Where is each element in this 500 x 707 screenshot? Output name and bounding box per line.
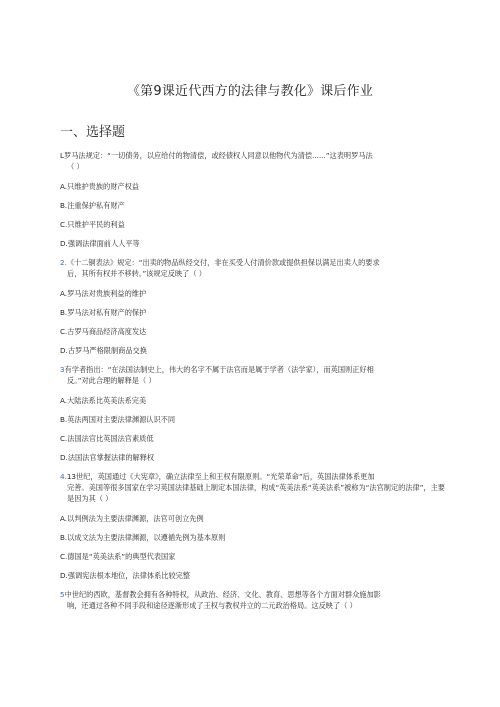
question-stem-continuation: 反。”对此合理的解释是（ ） [67, 376, 156, 385]
page-title: 《第9课近代西方的法律与教化》课后作业 [126, 84, 374, 99]
question-stem [60, 257, 445, 279]
question-number: 5 [60, 590, 65, 599]
option-c[interactable]: C.只维护平民的利益 [60, 220, 125, 229]
option-a[interactable]: A.大陆法系比英美法系完美 [60, 396, 147, 405]
option-d[interactable]: D.强调宪法根本地位，法律体系比较完整 [60, 571, 191, 580]
question-5 [60, 589, 445, 611]
question-stem-continuation: （ ） [67, 162, 84, 171]
question-3 [60, 364, 445, 463]
question-stem-first-line: 有学者指出：“在法国法制史上，伟大的名字不属于法官而是属于学者（法学家），而英国则正好相 [64, 365, 374, 374]
question-4 [60, 471, 445, 581]
option-a[interactable]: A.罗马法对贵族利益的维护 [60, 289, 147, 298]
option-d[interactable]: D.古罗马严格限制商品交换 [60, 346, 147, 355]
question-list [60, 150, 445, 620]
question-stem-first-line: 13世纪，英国通过《大宪章》，确立法律至上和王权有限原则。“光荣革命”后，英国法律体系更加 [66, 472, 375, 481]
option-d[interactable]: D.强调法律面前人人平等 [60, 239, 140, 248]
question-stem-first-line: 中世纪的西欧，基督教会拥有各种特权，从政治、经济、文化、教育、思想等各个方面对群众施加影 [64, 590, 381, 599]
option-d[interactable]: D.法国法官掌握法律的解释权 [60, 453, 155, 462]
question-stem-first-line: 《十二铜表法》规定：“出卖的物品纵经交付，非在买受人付清价款或提供担保以满足出卖人的要求 [66, 258, 380, 267]
question-stem [60, 150, 445, 172]
option-a[interactable]: A.以判例法为主要法律渊源，法官可创立先例 [60, 514, 204, 523]
question-stem-continuation: 响，还通过各种不同手段和途径逐渐形成了王权与教权并立的二元政治格局。这反映了（ ） [67, 601, 357, 610]
question-stem [60, 364, 445, 386]
option-b[interactable]: B.注重保护私有财产 [60, 201, 125, 210]
question-number: L [60, 151, 65, 160]
question-stem-continuation: 后，其所有权并不移转。”该规定反映了（ ） [67, 269, 206, 278]
question-2 [60, 257, 445, 356]
question-stem [60, 589, 445, 611]
option-c[interactable]: C.德国是“英美法系”的典型代表国家 [60, 552, 176, 561]
option-b[interactable]: B.罗马法对私有财产的保护 [60, 308, 147, 317]
option-b[interactable]: B.以成文法为主要法律渊源，以遵循先例为基本原则 [60, 533, 226, 542]
option-b[interactable]: B.英法两国对主要法律渊源认识不同 [60, 415, 176, 424]
question-number: 2. [60, 258, 67, 267]
option-c[interactable]: C.古罗马商品经济高度发达 [60, 327, 147, 336]
question-number: 4. [60, 472, 67, 481]
option-c[interactable]: C.法国法官比英国法官素质低 [60, 434, 154, 443]
question-stem [60, 471, 445, 504]
question-stem-continuation: 完善。美国等很多国家在学习英国法律基础上制定本国法律，构成“英美法系“英美法系”被称为“法官制定的法律”，主要是因为其（ ） [67, 483, 445, 503]
option-a[interactable]: A.只维护贵族的财产权益 [60, 182, 139, 191]
question-stem-first-line: 罗马法规定：“一切债务，以应给付的物清偿，或经债权人同意以他物代为清偿......”这表明罗马法 [64, 151, 373, 160]
question-1 [60, 150, 445, 249]
section-heading: 一、选择题 [60, 125, 126, 140]
question-number: 3 [60, 365, 65, 374]
